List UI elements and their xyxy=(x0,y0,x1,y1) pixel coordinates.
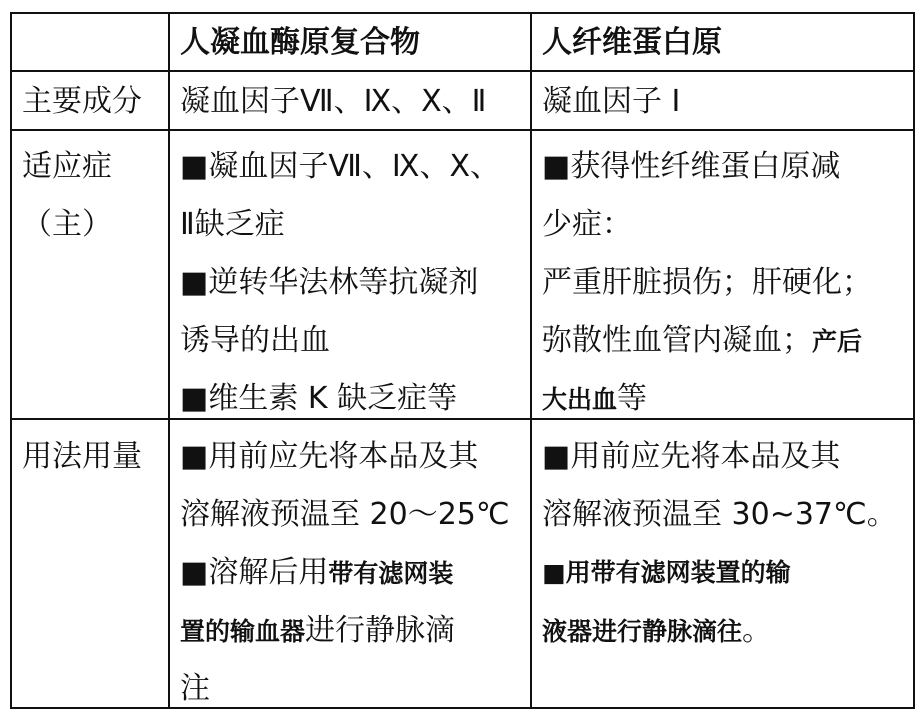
indication-fibrinogen-line: 少症： xyxy=(542,207,632,242)
table-border-left xyxy=(10,12,12,709)
label-indication xyxy=(22,138,112,254)
indication-fibrinogen-text: 等 xyxy=(617,381,648,416)
usage-prothrombin-line xyxy=(180,602,510,660)
indication-prothrombin xyxy=(180,138,500,428)
row-divider xyxy=(10,70,915,72)
indication-prothrombin-line: ■维生素 K 缺乏症等 xyxy=(180,381,458,416)
indication-fibrinogen-line: ■获得性纤维蛋白原减 xyxy=(542,149,841,184)
usage-fibrinogen xyxy=(542,428,897,660)
usage-prothrombin-line: 溶解液预温至 20～25℃ xyxy=(180,497,510,532)
usage-fibrinogen-line: 溶解液预温至 30~37℃。 xyxy=(542,497,897,532)
usage-fibrinogen-emphasis: 液器进行静脉滴往 xyxy=(542,617,743,646)
usage-fibrinogen-line xyxy=(542,602,897,660)
usage-prothrombin-line xyxy=(180,544,510,602)
indication-fibrinogen-text: 弥散性血管内凝血； xyxy=(542,323,812,358)
header-prothrombin-complex: 人凝血酶原复合物 xyxy=(180,25,420,60)
label-composition: 主要成分 xyxy=(22,84,142,119)
indication-fibrinogen-line xyxy=(542,370,872,428)
table-border-right xyxy=(913,12,915,709)
usage-fibrinogen-emphasis: ■用带有滤网装置的输 xyxy=(542,558,791,587)
header-fibrinogen: 人纤维蛋白原 xyxy=(542,25,722,60)
indication-fibrinogen-line xyxy=(542,312,872,370)
usage-prothrombin xyxy=(180,428,510,718)
composition-prothrombin: 凝血因子Ⅶ、Ⅸ、Ⅹ、Ⅱ xyxy=(180,84,487,119)
usage-prothrombin-emphasis: 带有滤网装 xyxy=(328,559,454,588)
indication-prothrombin-line: Ⅱ缺乏症 xyxy=(180,207,285,242)
label-indication-line1: 适应症 xyxy=(22,149,112,184)
usage-prothrombin-emphasis: 置的输血器 xyxy=(180,617,306,646)
indication-prothrombin-line: 诱导的出血 xyxy=(180,323,330,358)
usage-fibrinogen-line: ■用前应先将本品及其 xyxy=(542,439,841,474)
usage-prothrombin-text: ■溶解后用 xyxy=(180,555,329,590)
usage-prothrombin-line: ■用前应先将本品及其 xyxy=(180,439,479,474)
indication-prothrombin-line: ■逆转华法林等抗凝剂 xyxy=(180,265,479,300)
column-divider xyxy=(168,12,170,709)
indication-fibrinogen-line: 严重肝脏损伤；肝硬化； xyxy=(542,265,872,300)
label-indication-line2: （主） xyxy=(22,207,112,242)
label-usage: 用法用量 xyxy=(22,439,142,474)
indication-fibrinogen-emphasis: 大出血 xyxy=(542,385,618,414)
usage-prothrombin-text: 进行静脉滴 xyxy=(305,613,456,648)
usage-fibrinogen-text: 。 xyxy=(742,613,773,648)
indication-prothrombin-line: ■凝血因子Ⅶ、Ⅸ、Ⅹ、 xyxy=(180,149,501,184)
table-border-top xyxy=(10,12,915,14)
composition-fibrinogen: 凝血因子 Ⅰ xyxy=(542,84,681,119)
indication-fibrinogen xyxy=(542,138,872,428)
column-divider xyxy=(530,12,532,709)
usage-prothrombin-line: 注 xyxy=(180,671,210,706)
indication-fibrinogen-emphasis: 产后 xyxy=(812,327,863,356)
